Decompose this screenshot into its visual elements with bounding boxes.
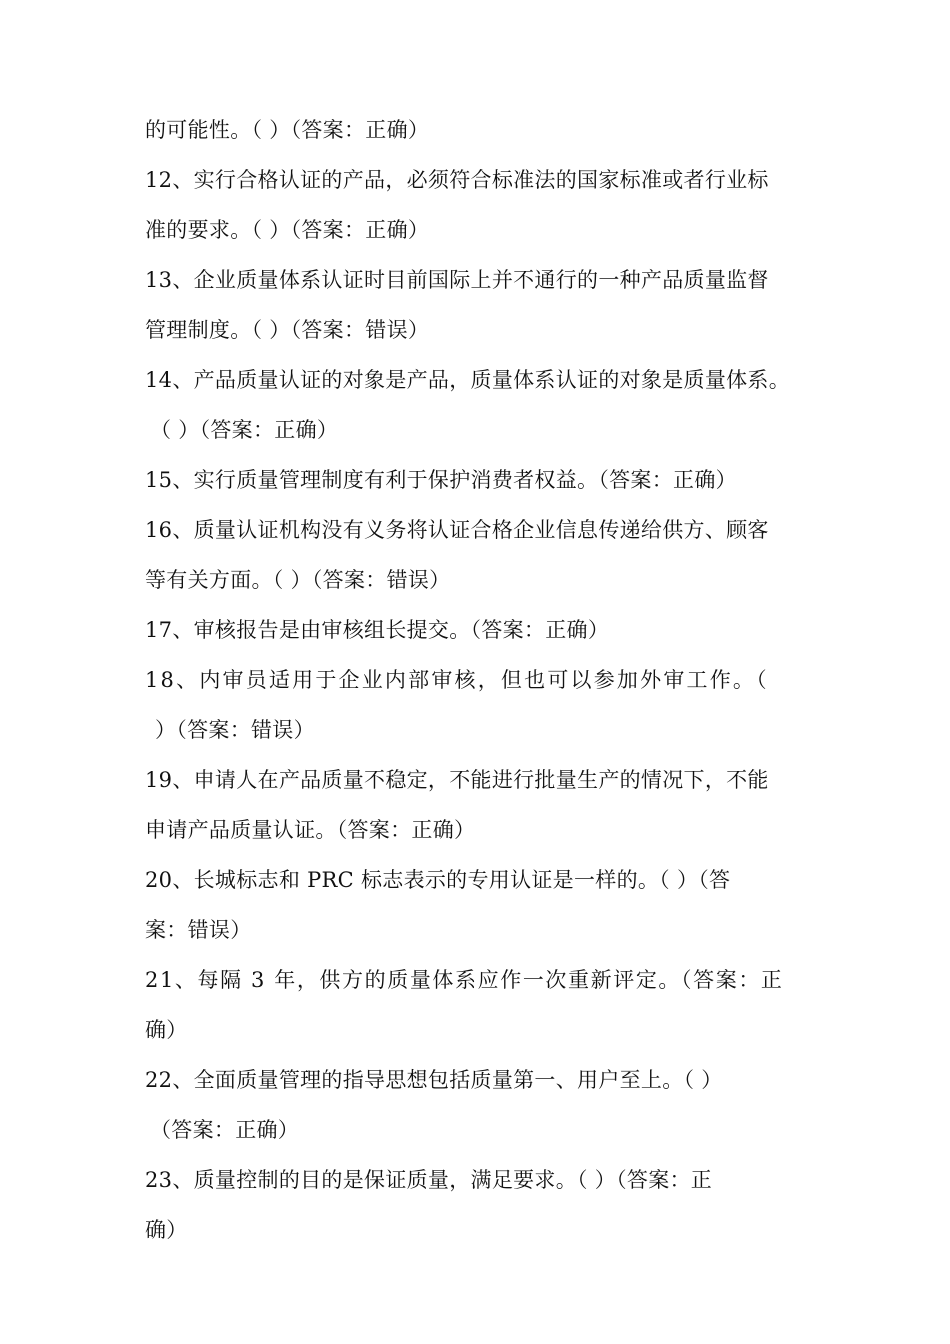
question-20: 20、长城标志和 PRC 标志表示的专用认证是一样的。（ ）（答 — [145, 868, 731, 892]
question-17: 17、审核报告是由审核组长提交。（答案：正确） — [145, 618, 610, 642]
text-line: 等有关方面。（ ）（答案：错误） — [145, 568, 451, 592]
text-line: ）（答案：错误） — [155, 718, 315, 742]
question-19: 19、申请人在产品质量不稳定，不能进行批量生产的情况下，不能 — [145, 768, 769, 792]
question-22: 22、全面质量管理的指导思想包括质量第一、用户至上。（ ） — [145, 1068, 723, 1092]
question-21: 21、每隔 3 年，供方的质量体系应作一次重新评定。（答案：正 — [145, 968, 784, 992]
text-line: （答案：正确） — [150, 1118, 300, 1142]
question-15: 15、实行质量管理制度有利于保护消费者权益。（答案：正确） — [145, 468, 737, 492]
question-16: 16、质量认证机构没有义务将认证合格企业信息传递给供方、顾客 — [145, 518, 769, 542]
text-line: 确） — [145, 1018, 188, 1042]
question-23: 23、质量控制的目的是保证质量，满足要求。（ ）（答案：正 — [145, 1168, 713, 1192]
text-line: （ ）（答案：正确） — [150, 418, 339, 442]
text-line: 申请产品质量认证。（答案：正确） — [145, 818, 476, 842]
text-line: 的可能性。（ ）（答案：正确） — [145, 118, 430, 142]
question-12: 12、实行合格认证的产品，必须符合标准法的国家标准或者行业标 — [145, 168, 769, 192]
text-line: 管理制度。（ ）（答案：错误） — [145, 318, 430, 342]
question-18: 18、内审员适用于企业内部审核，但也可以参加外审工作。（ — [145, 668, 769, 692]
question-14: 14、产品质量认证的对象是产品，质量体系认证的对象是质量体系。 — [145, 368, 791, 392]
question-13: 13、企业质量体系认证时目前国际上并不通行的一种产品质量监督 — [145, 268, 769, 292]
text-line: 确） — [145, 1218, 188, 1242]
text-line: 准的要求。（ ）（答案：正确） — [145, 218, 430, 242]
text-line: 案：错误） — [145, 918, 252, 942]
